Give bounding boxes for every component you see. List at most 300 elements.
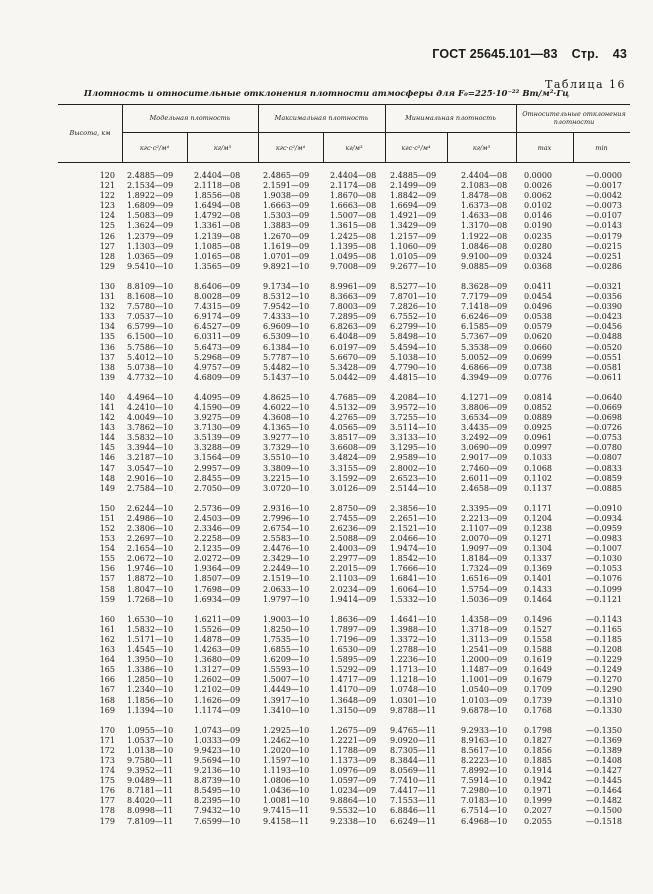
- deviation-max-cell: 0.0738: [524, 362, 552, 372]
- table-row: [58, 615, 630, 625]
- model-kgs-cell: 7.0537—10: [127, 312, 174, 322]
- model-kgs-cell: 2.6244—10: [127, 503, 174, 513]
- model-kg-cell: 8.6406—09: [194, 281, 241, 291]
- table-row: [58, 363, 630, 373]
- min-kg-cell: 7.7179—09: [461, 292, 508, 302]
- deviation-min-cell: —0.0640: [586, 392, 622, 402]
- max-kgs-cell: 2.9316—10: [263, 503, 310, 513]
- model-kgs-cell: 1.3624—09: [127, 221, 174, 231]
- model-kgs-cell: 1.2850—10: [127, 675, 174, 685]
- model-kg-cell: 2.9957—09: [194, 463, 241, 473]
- model-kg-cell: 1.3565—09: [194, 261, 241, 271]
- table-row: [58, 756, 630, 766]
- table-row: [58, 766, 630, 776]
- model-kgs-cell: 3.5832—10: [127, 433, 174, 443]
- min-kgs-cell: 1.2236—10: [390, 655, 437, 665]
- height-cell: 161: [99, 624, 115, 634]
- height-cell: 136: [99, 342, 115, 352]
- height-cell: 127: [99, 241, 115, 251]
- model-kg-cell: 3.5139—09: [194, 433, 241, 443]
- model-kg-cell: 1.6934—09: [194, 594, 241, 604]
- max-kgs-cell: 2.1519—10: [263, 574, 310, 584]
- max-kgs-cell: 1.5303—09: [263, 211, 310, 221]
- max-kg-cell: 1.2675—09: [330, 725, 377, 735]
- max-kgs-cell: 1.3410—10: [263, 705, 310, 715]
- max-kgs-cell: 1.9797—10: [263, 594, 310, 604]
- max-kgs-cell: 1.9003—10: [263, 614, 310, 624]
- min-kgs-cell: 3.9572—10: [390, 402, 437, 412]
- table-row: [58, 514, 630, 524]
- deviation-min-cell: —0.1143: [586, 614, 622, 624]
- deviation-max-cell: 0.1856: [524, 745, 552, 755]
- model-kgs-cell: 2.1534—09: [127, 181, 174, 191]
- model-kgs-cell: 9.5410—10: [127, 261, 174, 271]
- max-kg-cell: 2.1103—09: [330, 574, 377, 584]
- deviation-min-cell: —0.0073: [586, 201, 622, 211]
- max-kgs-cell: 2.7996—10: [263, 513, 310, 523]
- page-label: Стр.: [571, 47, 599, 61]
- deviation-min-cell: —0.1076: [586, 574, 622, 584]
- min-kgs-cell: 5.8498—10: [390, 332, 437, 342]
- deviation-min-cell: —0.0286: [586, 261, 622, 271]
- model-kg-cell: 2.5736—09: [194, 503, 241, 513]
- table-row: [58, 201, 630, 211]
- table-row: [58, 393, 630, 403]
- min-kg-cell: 9.9100—09: [461, 251, 508, 261]
- min-kg-cell: 1.8184—09: [461, 554, 508, 564]
- model-kg-cell: 1.1085—08: [194, 241, 241, 251]
- deviation-max-cell: 0.2027: [524, 806, 552, 816]
- model-kg-cell: 2.8455—09: [194, 473, 241, 483]
- max-kg-cell: 1.8636—09: [330, 614, 377, 624]
- table-row: [58, 585, 630, 595]
- max-kg-cell: 4.7685—09: [330, 392, 377, 402]
- model-kg-cell: 2.0272—09: [194, 554, 241, 564]
- table-row: [58, 746, 630, 756]
- min-kg-cell: 8.5617—10: [461, 745, 508, 755]
- min-kg-cell: 6.4968—10: [461, 816, 508, 826]
- max-kg-cell: 3.8517—09: [330, 433, 377, 443]
- model-kg-cell: 1.2102—09: [194, 685, 241, 695]
- model-kg-cell: 2.4503—09: [194, 513, 241, 523]
- height-cell: 157: [99, 574, 115, 584]
- max-kgs-cell: 2.5583—10: [263, 534, 310, 544]
- deviation-min-cell: —0.1229: [586, 655, 622, 665]
- max-kg-cell: 1.5007—08: [330, 211, 377, 221]
- min-kgs-cell: 8.0569—11: [390, 766, 437, 776]
- model-kgs-cell: 1.0365—09: [127, 251, 174, 261]
- model-kg-cell: 5.6473—09: [194, 342, 241, 352]
- min-kgs-cell: 1.2157—09: [390, 231, 437, 241]
- table-row: [58, 232, 630, 242]
- model-kgs-cell: 5.4012—10: [127, 352, 174, 362]
- model-kgs-cell: 1.3950—10: [127, 655, 174, 665]
- deviation-max-cell: 0.1337: [524, 554, 552, 564]
- max-kgs-cell: 9.4158—11: [263, 816, 310, 826]
- min-kg-cell: 7.2980—10: [461, 786, 508, 796]
- deviation-max-cell: 0.0062: [524, 191, 552, 201]
- min-kg-cell: 7.0183—10: [461, 796, 508, 806]
- max-kg-cell: 1.0234—09: [330, 786, 377, 796]
- min-kg-cell: 2.4404—08: [461, 171, 508, 180]
- model-kg-cell: 2.1235—09: [194, 544, 241, 554]
- table-row: [58, 211, 630, 221]
- deviation-max-cell: 0.1768: [524, 705, 552, 715]
- model-kgs-cell: 1.8872—10: [127, 574, 174, 584]
- max-kgs-cell: 2.4476—10: [263, 544, 310, 554]
- deviation-max-cell: 0.1827: [524, 735, 552, 745]
- min-kg-cell: 2.7460—09: [461, 463, 508, 473]
- max-kg-cell: 1.2425—08: [330, 231, 377, 241]
- max-kgs-cell: 1.1193—10: [263, 766, 310, 776]
- header-height: Высота, км: [69, 129, 111, 137]
- max-kg-cell: 1.1373—09: [330, 755, 377, 765]
- height-cell: 134: [99, 322, 115, 332]
- table-row: [58, 806, 630, 816]
- deviation-min-cell: —0.0551: [586, 352, 622, 362]
- max-kgs-cell: 3.9277—10: [263, 433, 310, 443]
- height-cell: 154: [99, 544, 115, 554]
- model-kgs-cell: 1.2340—10: [127, 685, 174, 695]
- deviation-max-cell: 0.1033: [524, 453, 552, 463]
- table-row: [58, 544, 630, 554]
- min-kg-cell: 3.0690—09: [461, 443, 508, 453]
- model-kg-cell: 1.1174—09: [194, 705, 241, 715]
- min-kgs-cell: 2.9589—10: [390, 453, 437, 463]
- max-kg-cell: 1.5292—09: [330, 665, 377, 675]
- height-cell: 171: [99, 735, 115, 745]
- min-kg-cell: 7.8992—10: [461, 766, 508, 776]
- min-kgs-cell: 7.8701—10: [390, 292, 437, 302]
- table-caption: Плотность и относительные отклонения плотности атмосферы для F₀=225·10⁻²² Вт/м²·Гц: [83, 89, 570, 99]
- deviation-max-cell: 0.0496: [524, 302, 552, 312]
- min-kgs-cell: 1.0748—10: [390, 685, 437, 695]
- min-kgs-cell: 7.2826—10: [390, 302, 437, 312]
- deviation-max-cell: 0.1369: [524, 564, 552, 574]
- deviation-max-cell: 0.1798: [524, 725, 552, 735]
- model-kgs-cell: 2.4986—10: [127, 513, 174, 523]
- max-kg-cell: 9.7008—09: [330, 261, 377, 271]
- table-row: [58, 171, 630, 181]
- model-kg-cell: 2.4404—08: [194, 171, 241, 180]
- model-kg-cell: 1.1626—09: [194, 695, 241, 705]
- height-cell: 128: [99, 251, 115, 261]
- max-kgs-cell: 6.5309—10: [263, 332, 310, 342]
- deviation-max-cell: 0.1527: [524, 624, 552, 634]
- min-kg-cell: 4.3949—09: [461, 372, 508, 382]
- height-cell: 138: [99, 362, 115, 372]
- model-kg-cell: 1.0165—08: [194, 251, 241, 261]
- min-kgs-cell: 1.5332—10: [390, 594, 437, 604]
- max-kgs-cell: 1.4449—10: [263, 685, 310, 695]
- height-cell: 178: [99, 806, 115, 816]
- model-kg-cell: 2.7050—09: [194, 483, 241, 493]
- table-row: [58, 474, 630, 484]
- max-kg-cell: 5.6670—09: [330, 352, 377, 362]
- height-cell: 129: [99, 261, 115, 271]
- deviation-max-cell: 0.1558: [524, 634, 552, 644]
- header-unit-kgs: кгс·с²/м⁴: [401, 144, 431, 152]
- height-cell: 170: [99, 725, 115, 735]
- model-kgs-cell: 1.2379—09: [127, 231, 174, 241]
- max-kgs-cell: 5.7787—10: [263, 352, 310, 362]
- max-kg-cell: 2.8750—09: [330, 503, 377, 513]
- max-kg-cell: 1.5895—09: [330, 655, 377, 665]
- height-cell: 121: [99, 181, 115, 191]
- min-kgs-cell: 2.4885—09: [390, 171, 437, 180]
- height-cell: 135: [99, 332, 115, 342]
- min-kgs-cell: 4.2084—10: [390, 392, 437, 402]
- min-kgs-cell: 9.0920—11: [390, 735, 437, 745]
- deviation-min-cell: —0.1208: [586, 645, 622, 655]
- min-kg-cell: 5.7367—09: [461, 332, 508, 342]
- deviation-max-cell: 0.1971: [524, 786, 552, 796]
- min-kgs-cell: 3.7255—10: [390, 413, 437, 423]
- min-kg-cell: 2.6011—09: [461, 473, 508, 483]
- min-kg-cell: 1.9097—09: [461, 544, 508, 554]
- header-unit-kgs: кгс·с²/м⁴: [275, 144, 306, 152]
- model-kg-cell: 9.9423—10: [194, 745, 241, 755]
- height-cell: 145: [99, 443, 115, 453]
- height-cell: 124: [99, 211, 115, 221]
- max-kg-cell: 1.0495—08: [330, 251, 377, 261]
- model-kgs-cell: 2.9016—10: [127, 473, 174, 483]
- deviation-max-cell: 0.0961: [524, 433, 552, 443]
- deviation-min-cell: —0.1389: [586, 745, 622, 755]
- table-row: [58, 433, 630, 443]
- height-cell: 137: [99, 352, 115, 362]
- deviation-min-cell: —0.1030: [586, 554, 622, 564]
- min-kg-cell: 9.0885—09: [461, 261, 508, 271]
- height-cell: 140: [99, 392, 115, 402]
- min-kgs-cell: 1.7666—10: [390, 564, 437, 574]
- page-number: 43: [612, 47, 627, 61]
- header-max-density: Максимальная плотность: [274, 114, 369, 122]
- model-kgs-cell: 3.2187—10: [127, 453, 174, 463]
- deviation-max-cell: 0.0454: [524, 292, 552, 302]
- height-cell: 151: [99, 513, 115, 523]
- deviation-max-cell: 0.1464: [524, 594, 552, 604]
- deviation-min-cell: —0.1007: [586, 544, 622, 554]
- max-kg-cell: 1.3150—09: [330, 705, 377, 715]
- height-cell: 176: [99, 786, 115, 796]
- table-row: [58, 635, 630, 645]
- header-deviation: Относительные отклонения плотности: [522, 110, 626, 126]
- height-cell: 166: [99, 675, 115, 685]
- height-cell: 172: [99, 745, 115, 755]
- table-row: [58, 221, 630, 231]
- deviation-min-cell: —0.0780: [586, 443, 622, 453]
- deviation-min-cell: —0.0983: [586, 534, 622, 544]
- min-kgs-cell: 1.3988—10: [390, 624, 437, 634]
- height-cell: 147: [99, 463, 115, 473]
- min-kgs-cell: 1.4641—10: [390, 614, 437, 624]
- model-kgs-cell: 8.4020—11: [127, 796, 174, 806]
- max-kgs-cell: 1.2670—09: [263, 231, 310, 241]
- model-kgs-cell: 4.0049—10: [127, 413, 174, 423]
- model-kgs-cell: 1.1303—09: [127, 241, 174, 251]
- max-kg-cell: 8.9961—09: [330, 281, 377, 291]
- row-group: [58, 393, 630, 494]
- min-kgs-cell: 5.1038—10: [390, 352, 437, 362]
- table-row: [58, 504, 630, 514]
- max-kgs-cell: 7.9542—10: [263, 302, 310, 312]
- max-kgs-cell: 3.3809—10: [263, 463, 310, 473]
- height-cell: 175: [99, 776, 115, 786]
- table-row: [58, 675, 630, 685]
- min-kgs-cell: 4.4815—10: [390, 372, 437, 382]
- max-kgs-cell: 2.1591—09: [263, 181, 310, 191]
- deviation-max-cell: 0.0235: [524, 231, 552, 241]
- table-row: [58, 595, 630, 605]
- model-kgs-cell: 3.0547—10: [127, 463, 174, 473]
- table-row: [58, 696, 630, 706]
- row-group: [58, 171, 630, 272]
- model-kg-cell: 8.5495—10: [194, 786, 241, 796]
- model-kg-cell: 2.2258—09: [194, 534, 241, 544]
- max-kgs-cell: 1.2462—10: [263, 735, 310, 745]
- deviation-max-cell: 0.1619: [524, 655, 552, 665]
- max-kg-cell: 1.7196—09: [330, 634, 377, 644]
- max-kgs-cell: 9.8921—10: [263, 261, 310, 271]
- model-kg-cell: 1.4263—09: [194, 645, 241, 655]
- model-kg-cell: 1.2139—08: [194, 231, 241, 241]
- model-kg-cell: 6.0311—09: [194, 332, 241, 342]
- deviation-min-cell: —0.1249: [586, 665, 622, 675]
- model-kg-cell: 2.1118—08: [194, 181, 241, 191]
- max-kg-cell: 2.0234—09: [330, 584, 377, 594]
- max-kgs-cell: 2.3429—10: [263, 554, 310, 564]
- table-row: [58, 776, 630, 786]
- height-cell: 173: [99, 755, 115, 765]
- min-kg-cell: 1.6516—09: [461, 574, 508, 584]
- deviation-min-cell: —0.0356: [586, 292, 622, 302]
- min-kg-cell: 3.4435—09: [461, 423, 508, 433]
- model-kgs-cell: 1.3386—10: [127, 665, 174, 675]
- max-kgs-cell: 9.1734—10: [263, 281, 310, 291]
- deviation-min-cell: —0.0390: [586, 302, 622, 312]
- header-unit-kg: кг/м³: [213, 144, 232, 152]
- max-kgs-cell: 1.6209—10: [263, 655, 310, 665]
- model-kg-cell: 6.4527—09: [194, 322, 241, 332]
- max-kgs-cell: 1.2925—10: [263, 725, 310, 735]
- max-kgs-cell: 4.1365—10: [263, 423, 310, 433]
- min-kg-cell: 2.9017—09: [461, 453, 508, 463]
- max-kg-cell: 1.9414—09: [330, 594, 377, 604]
- model-kg-cell: 3.7130—09: [194, 423, 241, 433]
- min-kgs-cell: 2.2651—10: [390, 513, 437, 523]
- table-row: [58, 423, 630, 433]
- min-kgs-cell: 4.7790—10: [390, 362, 437, 372]
- model-kgs-cell: 8.8109—10: [127, 281, 174, 291]
- max-kg-cell: 1.8670—08: [330, 191, 377, 201]
- max-kgs-cell: 3.7329—10: [263, 443, 310, 453]
- header-unit-kgs: кгс·с²/м⁴: [139, 144, 170, 152]
- deviation-max-cell: 0.0776: [524, 372, 552, 382]
- min-kgs-cell: 1.6694—09: [390, 201, 437, 211]
- max-kg-cell: 7.8003—09: [330, 302, 377, 312]
- table-row: [58, 484, 630, 494]
- min-kgs-cell: 3.1295—10: [390, 443, 437, 453]
- max-kgs-cell: 1.1597—10: [263, 755, 310, 765]
- model-kg-cell: 1.3680—09: [194, 655, 241, 665]
- max-kg-cell: 4.5132—09: [330, 402, 377, 412]
- max-kg-cell: 9.5532—10: [330, 806, 377, 816]
- deviation-max-cell: 0.0889: [524, 413, 552, 423]
- model-kgs-cell: 1.8047—10: [127, 584, 174, 594]
- model-kgs-cell: 4.2410—10: [127, 402, 174, 412]
- model-kg-cell: 1.3361—08: [194, 221, 241, 231]
- deviation-max-cell: 0.1914: [524, 766, 552, 776]
- min-kg-cell: 2.1107—09: [461, 524, 508, 533]
- max-kgs-cell: 1.9038—09: [263, 191, 310, 201]
- model-kgs-cell: 1.1856—10: [127, 695, 174, 705]
- min-kgs-cell: 8.7305—11: [390, 745, 437, 755]
- height-cell: 160: [99, 614, 115, 624]
- height-cell: 130: [99, 281, 115, 291]
- deviation-min-cell: —0.1445: [586, 776, 622, 786]
- min-kgs-cell: 7.4417—11: [390, 786, 437, 796]
- deviation-min-cell: —0.1185: [586, 634, 622, 644]
- deviation-min-cell: —0.1350: [586, 725, 622, 735]
- max-kgs-cell: 2.6754—10: [263, 524, 310, 533]
- min-kgs-cell: 9.2677—10: [390, 261, 437, 271]
- min-kg-cell: 1.3113—09: [461, 634, 508, 644]
- height-cell: 141: [99, 402, 115, 412]
- table-row: [58, 736, 630, 746]
- model-kgs-cell: 7.8109—11: [127, 816, 174, 826]
- deviation-min-cell: —0.1053: [586, 564, 622, 574]
- model-kgs-cell: 1.5832—10: [127, 624, 174, 634]
- model-kgs-cell: 2.3806—10: [127, 524, 174, 533]
- model-kgs-cell: 1.0955—10: [127, 725, 174, 735]
- model-kgs-cell: 5.0738—10: [127, 362, 174, 372]
- height-cell: 165: [99, 665, 115, 675]
- deviation-max-cell: 0.0368: [524, 261, 552, 271]
- page-header: [432, 47, 627, 61]
- height-cell: 126: [99, 231, 115, 241]
- max-kgs-cell: 1.7535—10: [263, 634, 310, 644]
- min-kg-cell: 3.2492—09: [461, 433, 508, 443]
- model-kg-cell: 2.3346—09: [194, 524, 241, 533]
- max-kg-cell: 1.6663—08: [330, 201, 377, 211]
- model-kg-cell: 8.2395—10: [194, 796, 241, 806]
- height-cell: 177: [99, 796, 115, 806]
- min-kg-cell: 8.3628—09: [461, 281, 508, 291]
- table-row: [58, 574, 630, 584]
- deviation-max-cell: 0.0146: [524, 211, 552, 221]
- table-row: [58, 655, 630, 665]
- height-cell: 163: [99, 645, 115, 655]
- max-kg-cell: 1.1395—08: [330, 241, 377, 251]
- deviation-max-cell: 0.0997: [524, 443, 552, 453]
- model-kg-cell: 1.4792—08: [194, 211, 241, 221]
- model-kgs-cell: 1.0138—10: [127, 745, 174, 755]
- deviation-min-cell: —0.1500: [586, 806, 622, 816]
- min-kg-cell: 6.1585—09: [461, 322, 508, 332]
- deviation-min-cell: —0.0423: [586, 312, 622, 322]
- max-kgs-cell: 4.3608—10: [263, 413, 310, 423]
- table-row: [58, 464, 630, 474]
- model-kg-cell: 1.5526—09: [194, 624, 241, 634]
- deviation-min-cell: —0.0321: [586, 281, 622, 291]
- height-cell: 164: [99, 655, 115, 665]
- height-cell: 146: [99, 453, 115, 463]
- max-kg-cell: 3.0126—09: [330, 483, 377, 493]
- model-kgs-cell: 8.7181—11: [127, 786, 174, 796]
- table-row: [58, 726, 630, 736]
- deviation-min-cell: —0.1518: [586, 816, 622, 826]
